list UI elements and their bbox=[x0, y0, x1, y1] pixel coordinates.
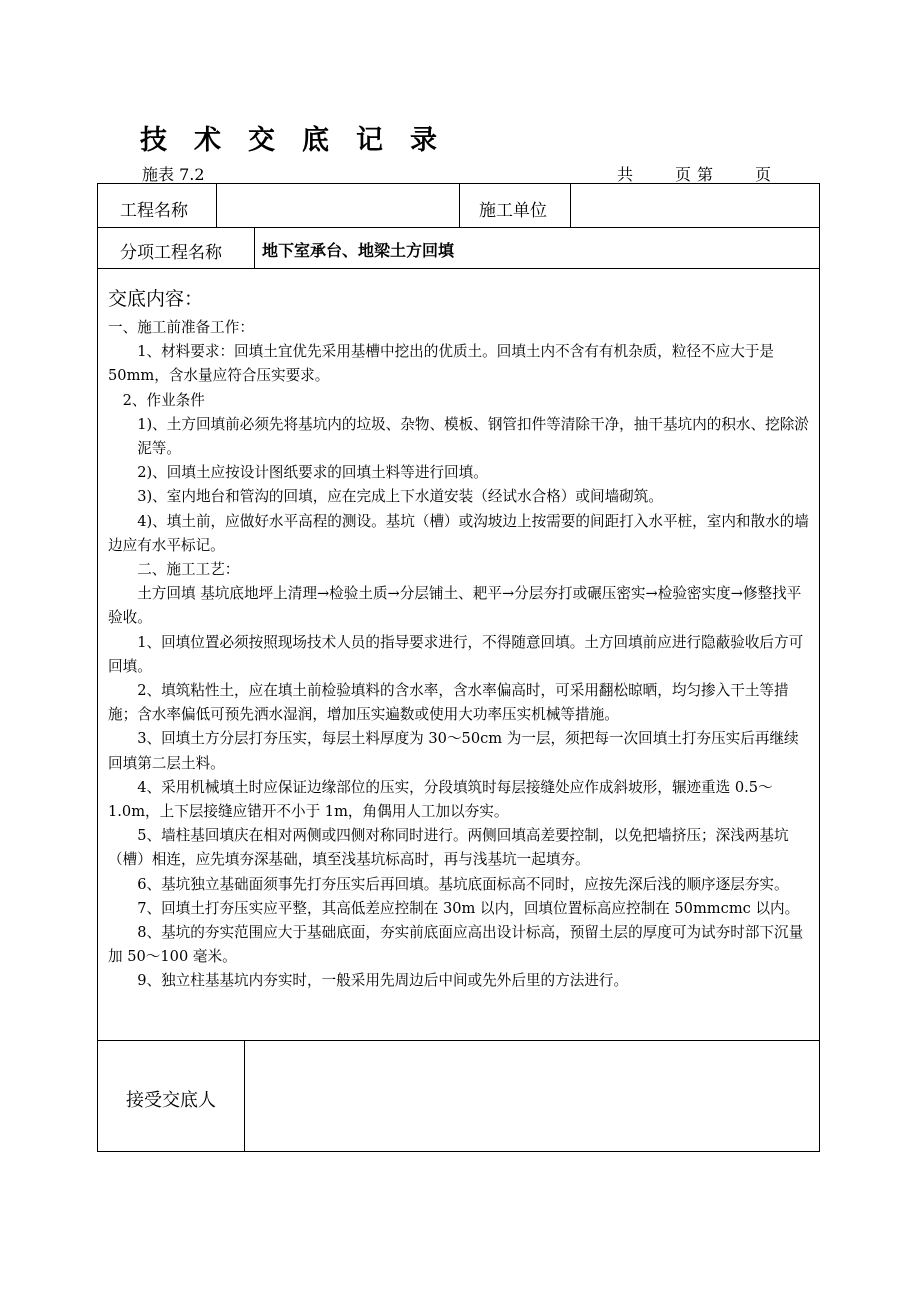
subproject-name-label: 分项工程名称 bbox=[120, 243, 222, 263]
paragraph: 2)、回填土应按设计图纸要求的回填土料等进行回填。 bbox=[137, 464, 488, 482]
page-counter bbox=[617, 162, 771, 185]
paragraph: 9、独立柱基基坑内夯实时，一般采用先周边后中间或先外后里的方法进行。 bbox=[137, 972, 629, 990]
paragraph: 3)、室内地台和管沟的回填，应在完成上下水道安装（经试水合格）或间墙砌筑。 bbox=[137, 488, 663, 506]
pager-total-prefix: 共 bbox=[617, 165, 634, 184]
paragraph: 4、采用机械填土时应保证边缘部位的压实，分段填筑时每层接缝处应作成斜坡形，辗迹重选 0.5～1.0m，上下层接缝应错开不小于 1m，角偶用人工加以夯实。 bbox=[108, 778, 773, 821]
content-heading: 交底内容： bbox=[108, 288, 204, 310]
paragraph: 7、回填土打夯压实应平整，其高低差应控制在 30m 以内，回填位置标高应控制在 50mmcmc 以内。 bbox=[137, 899, 800, 917]
paragraph: 1、回填位置必须按照现场技术人员的指导要求进行，不得随意回填。土方回填前应进行隐蔽验收后方可回填。 bbox=[108, 633, 804, 675]
paragraph: 5、墙柱基回填庆在相对两侧或四侧对称同时进行。两侧回填高差要控制，以免把墙挤压；深浅两基坑（槽）相连，应先填夯深基础，填至浅基坑标高时，再与浅基坑一起填夯。 bbox=[108, 827, 789, 869]
briefing-content bbox=[108, 316, 813, 994]
receiver-label: 接受交底人 bbox=[126, 1090, 216, 1111]
col-divider bbox=[570, 184, 571, 227]
section-heading: 二、施工工艺： bbox=[137, 561, 240, 579]
col-divider bbox=[244, 1040, 245, 1152]
row-divider bbox=[98, 268, 819, 269]
pager-page-suffix: 页 bbox=[755, 165, 772, 184]
pager-total-suffix: 页 bbox=[675, 165, 692, 184]
paragraph: 2、填筑粘性土，应在填土前检验填料的含水率，含水率偏高时，可采用翻松晾晒，均匀掺入干土等措施；含水率偏低可预先洒水湿润，增加压实遍数或使用大功率压实机械等措施。 bbox=[108, 682, 789, 724]
subproject-name-value: 地下室承台、地梁土方回填 bbox=[262, 241, 455, 260]
form-number: 施表 7.2 bbox=[142, 165, 205, 184]
pager-page-prefix: 第 bbox=[697, 165, 714, 184]
project-name-label: 工程名称 bbox=[120, 201, 188, 221]
row-divider bbox=[98, 1040, 819, 1041]
paragraph: 1)、土方回填前必须先将基坑内的垃圾、杂物、模板、钢管扣件等清除干净，抽干基坑内的积水、挖除淤泥等。 bbox=[137, 415, 809, 458]
paragraph: 6、基坑独立基础面须事先打夯压实后再回填。基坑底面标高不同时，应按先深后浅的顺序逐层夯实。 bbox=[137, 875, 789, 893]
construction-unit-label: 施工单位 bbox=[479, 201, 547, 221]
col-divider bbox=[254, 227, 255, 268]
paragraph: 4)、填土前，应做好水平高程的测设。基坑（槽）或沟坡边上按需要的间距打入水平桩，室内和散水的墙边应有水平标记。 bbox=[108, 512, 809, 554]
row-divider bbox=[98, 227, 819, 228]
paragraph: 8、基坑的夯实范围应大于基础底面，夯实前底面应高出设计标高，预留土层的厚度可为试夯时部下沉量加 50～100 毫米。 bbox=[108, 924, 804, 966]
page-title: 技术交底记录 bbox=[140, 125, 464, 156]
paragraph: 2、作业条件 bbox=[122, 391, 205, 409]
paragraph: 土方回填 基坑底地坪上清理→检验土质→分层铺土、耙平→分层夯打或碾压密实→检验密实度→修整找平验收。 bbox=[108, 585, 802, 627]
record-sheet bbox=[97, 183, 820, 1152]
section-heading: 一、施工前准备工作： bbox=[108, 319, 254, 336]
paragraph: 3、回填土方分层打夯压实，每层土料厚度为 30～50cm 为一层，须把每一次回填土打夯压实后再继续回填第二层土料。 bbox=[108, 730, 799, 772]
col-divider bbox=[216, 184, 217, 227]
col-divider bbox=[459, 184, 460, 227]
paragraph: 1、材料要求：回填土宜优先采用基槽中挖出的优质土。回填土内不含有有机杂质，粒径不应大于是 50mm，含水量应符合压实要求。 bbox=[108, 343, 775, 385]
